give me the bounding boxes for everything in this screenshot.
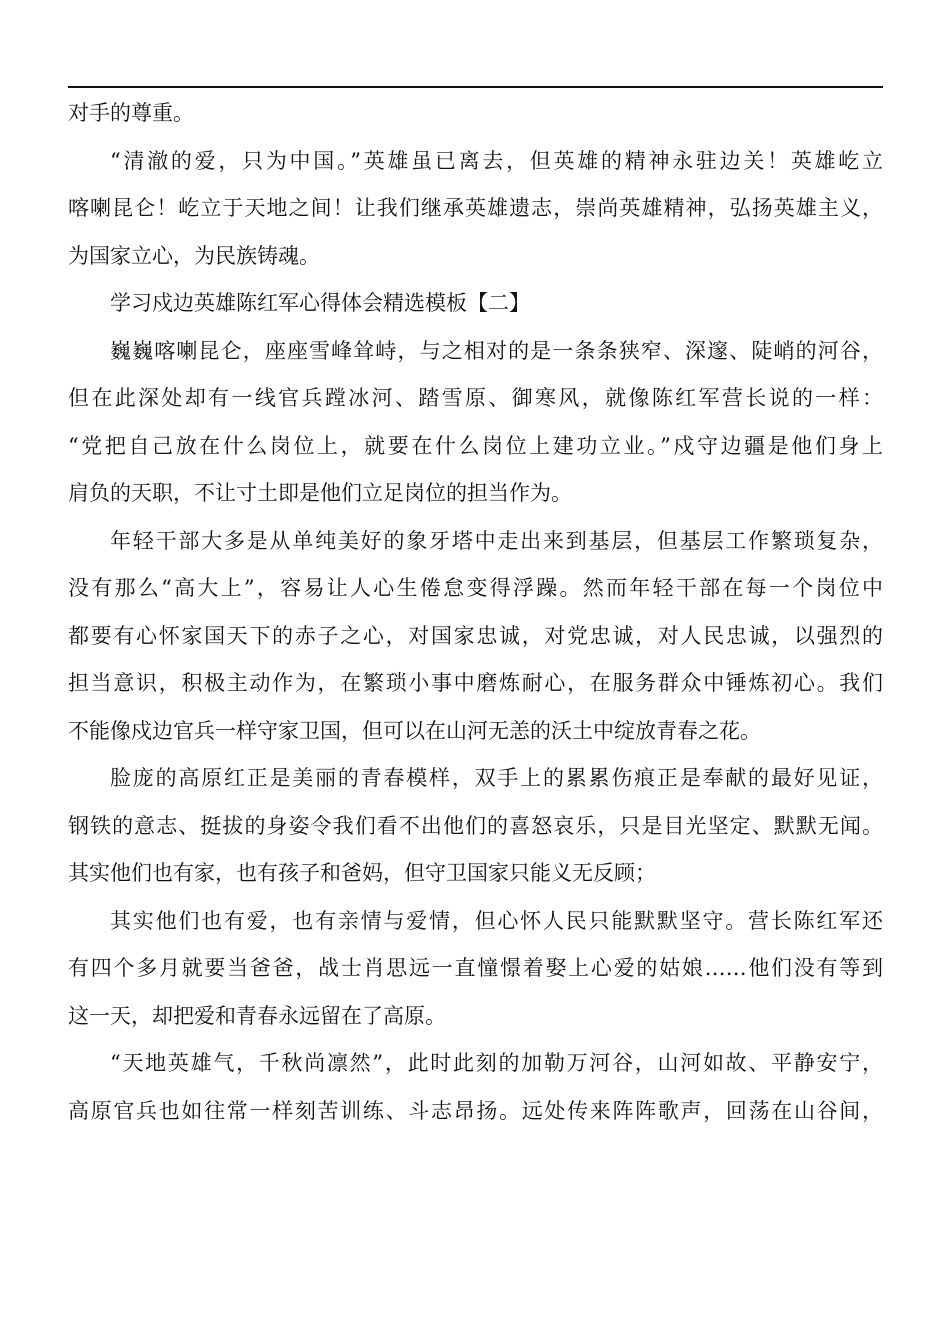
text-line: 年轻干部大多是从单纯美好的象牙塔中走出来到基层，但基层工作繁琐复杂，	[110, 528, 883, 553]
text-line: 巍巍喀喇昆仑，座座雪峰耸峙，与之相对的是一条条狭窄、深邃、陡峭的河谷，	[110, 338, 883, 363]
text-line: 其实他们也有爱，也有亲情与爱情，但心怀人民只能默默坚守。营长陈红军还	[110, 908, 883, 933]
document-body	[68, 90, 890, 1135]
text-line: 有四个多月就要当爸爸，战士肖思远一直憧憬着娶上心爱的姑娘……他们没有等到	[68, 956, 883, 980]
text-line: 脸庞的高原红正是美丽的青春模样，双手上的累累伤痕正是奉献的最好见证，	[110, 766, 883, 790]
text-line: 喀喇昆仑！屹立于天地之间！让我们继承英雄遗志，崇尚英雄精神，弘扬英雄主义，	[68, 196, 883, 220]
text-line: 肩负的天职，不让寸土即是他们立足岗位的担当作为。	[68, 481, 572, 505]
text-line: 其实他们也有家，也有孩子和爸妈，但守卫国家只能义无反顾；	[68, 861, 656, 885]
text-line: 为国家立心，为民族铸魂。	[68, 243, 320, 268]
section-heading: 学习戍边英雄陈红军心得体会精选模板【二】	[110, 291, 530, 315]
text-line: 对手的尊重。	[68, 101, 194, 125]
text-line: 都要有心怀家国天下的赤子之心，对国家忠诚，对党忠诚，对人民忠诚，以强烈的	[68, 623, 883, 648]
text-line: “清澈的爱，只为中国。”英雄虽已离去，但英雄的精神永驻边关！英雄屹立	[110, 148, 883, 173]
text-line: 不能像戍边官兵一样守家卫国，但可以在山河无恙的沃土中绽放青春之花。	[68, 718, 761, 743]
text-line: “党把自己放在什么岗位上，就要在什么岗位上建功立业。”戍守边疆是他们身上	[68, 433, 883, 458]
text-line: 钢铁的意志、挺拔的身姿令我们看不出他们的喜怒哀乐，只是目光坚定、默默无闻。	[68, 813, 883, 838]
text-line: 没有那么“高大上”，容易让人心生倦怠变得浮躁。然而年轻干部在每一个岗位中	[68, 576, 883, 600]
text-line: 但在此深处却有一线官兵蹚冰河、踏雪原、御寒风，就像陈红军营长说的一样：	[68, 386, 883, 410]
text-line: 担当意识，积极主动作为，在繁琐小事中磨炼耐心，在服务群众中锤炼初心。我们	[68, 671, 883, 695]
text-line: 高原官兵也如往常一样刻苦训练、斗志昂扬。远处传来阵阵歌声，回荡在山谷间，	[68, 1098, 883, 1123]
text-line: “天地英雄气，千秋尚凛然”，此时此刻的加勒万河谷，山河如故、平静安宁，	[110, 1051, 883, 1075]
text-line: 这一天，却把爱和青春永远留在了高原。	[68, 1003, 446, 1028]
header-rule	[68, 86, 883, 88]
